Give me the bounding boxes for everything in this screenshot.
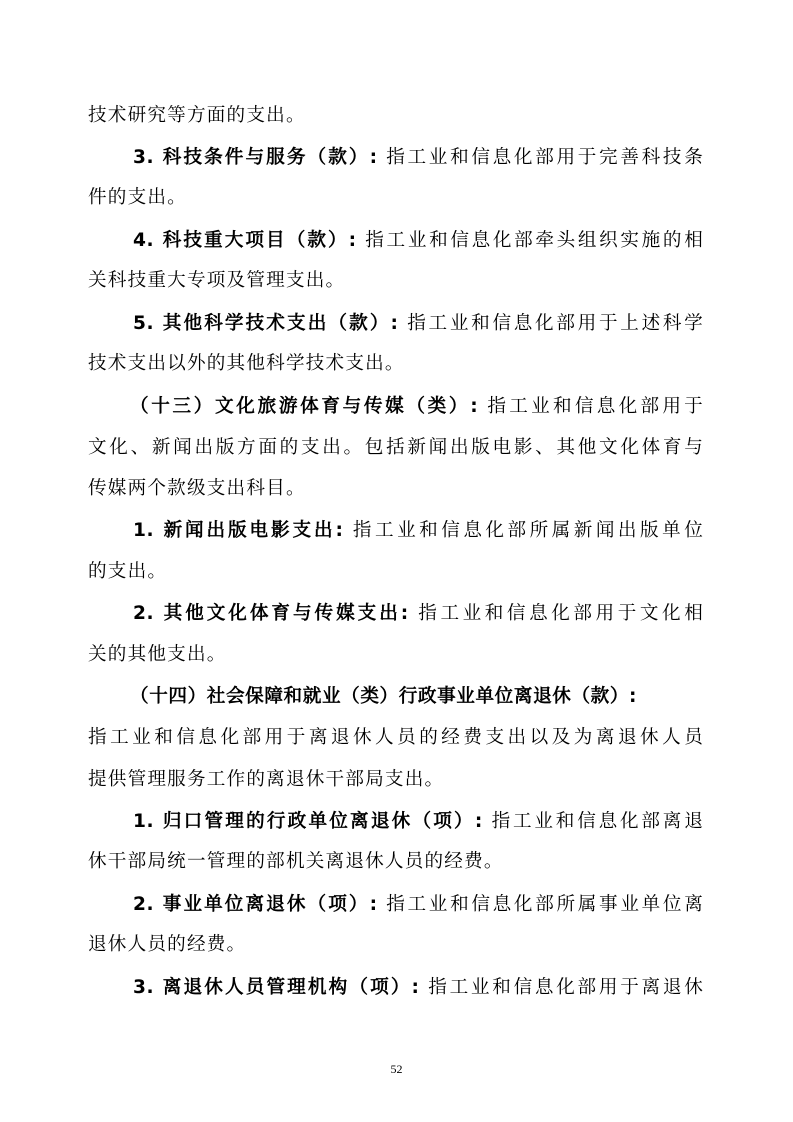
section-heading: 2. 其他文化体育与传媒支出: — [133, 603, 409, 624]
paragraph-line — [133, 138, 704, 178]
line-text: 指工业和信息化部用于离退休人员的经费支出以及为离退休人员 — [88, 727, 704, 748]
paragraph-line — [133, 221, 704, 261]
paragraph-line — [133, 511, 704, 551]
paragraph-line — [133, 968, 704, 1008]
section-heading: 4. 科技重大项目（款）: — [133, 230, 357, 251]
paragraph-line — [133, 885, 704, 925]
paragraph-line — [88, 552, 704, 592]
paragraph-line — [133, 594, 704, 634]
page-number: 52 — [390, 1062, 403, 1076]
paragraph-line — [88, 178, 704, 218]
paragraph-line — [88, 428, 704, 468]
line-text: 关科技重大专项及管理支出。 — [88, 270, 346, 291]
line-text: 指工业和信息化部用于文化相 — [418, 603, 704, 624]
line-text: 技术研究等方面的支出。 — [88, 105, 306, 126]
section-heading: 3. 科技条件与服务（款）: — [133, 147, 378, 168]
paragraph-line — [88, 469, 704, 509]
line-text: 指工业和信息化部牵头组织实施的相 — [365, 230, 704, 251]
paragraph-line — [130, 387, 704, 427]
paragraph-line — [88, 842, 704, 882]
paragraph-line — [88, 96, 704, 136]
line-text: 指工业和信息化部所属事业单位离 — [386, 894, 704, 915]
paragraph-line — [133, 802, 704, 842]
paragraph-line — [88, 760, 704, 800]
paragraph-line — [88, 718, 704, 758]
line-text: 指工业和信息化部离退 — [491, 811, 704, 832]
line-text: 技术支出以外的其他科学技术支出。 — [88, 353, 405, 374]
section-heading: 2. 事业单位离退休（项）: — [133, 894, 378, 915]
section-heading: 3. 离退休人员管理机构（项）: — [133, 977, 420, 998]
line-text: 指工业和信息化部用于上述科学 — [407, 313, 704, 334]
section-heading: （十四）社会保障和就业（类）行政事业单位离退休（款）: — [130, 686, 638, 707]
section-heading: 1. 归口管理的行政单位离退休（项）: — [133, 811, 483, 832]
line-text: 件的支出。 — [88, 187, 187, 208]
line-text: 的支出。 — [88, 561, 168, 582]
line-text: 休干部局统一管理的部机关离退休人员的经费。 — [88, 851, 504, 872]
section-heading: 1. 新闻出版电影支出: — [133, 520, 344, 541]
line-text: 指工业和信息化部用于完善科技条 — [386, 147, 704, 168]
line-text: 指工业和信息化部用于 — [487, 396, 704, 417]
section-heading: （十三）文化旅游体育与传媒（类）: — [130, 396, 479, 417]
line-text: 指工业和信息化部所属新闻出版单位 — [352, 520, 704, 541]
line-text: 退休人员的经费。 — [88, 934, 247, 955]
paragraph-line — [88, 635, 704, 675]
line-text: 文化、新闻出版方面的支出。包括新闻出版电影、其他文化体育与 — [88, 437, 704, 458]
paragraph-line — [88, 261, 704, 301]
line-text: 传媒两个款级支出科目。 — [88, 478, 306, 499]
paragraph-line — [88, 344, 704, 384]
paragraph-line — [133, 304, 704, 344]
line-text: 关的其他支出。 — [88, 644, 227, 665]
paragraph-line — [88, 925, 704, 965]
line-text: 提供管理服务工作的离退休干部局支出。 — [88, 769, 445, 790]
paragraph-line — [130, 677, 704, 717]
line-text: 指工业和信息化部用于离退休 — [428, 977, 704, 998]
section-heading: 5. 其他科学技术支出（款）: — [133, 313, 399, 334]
